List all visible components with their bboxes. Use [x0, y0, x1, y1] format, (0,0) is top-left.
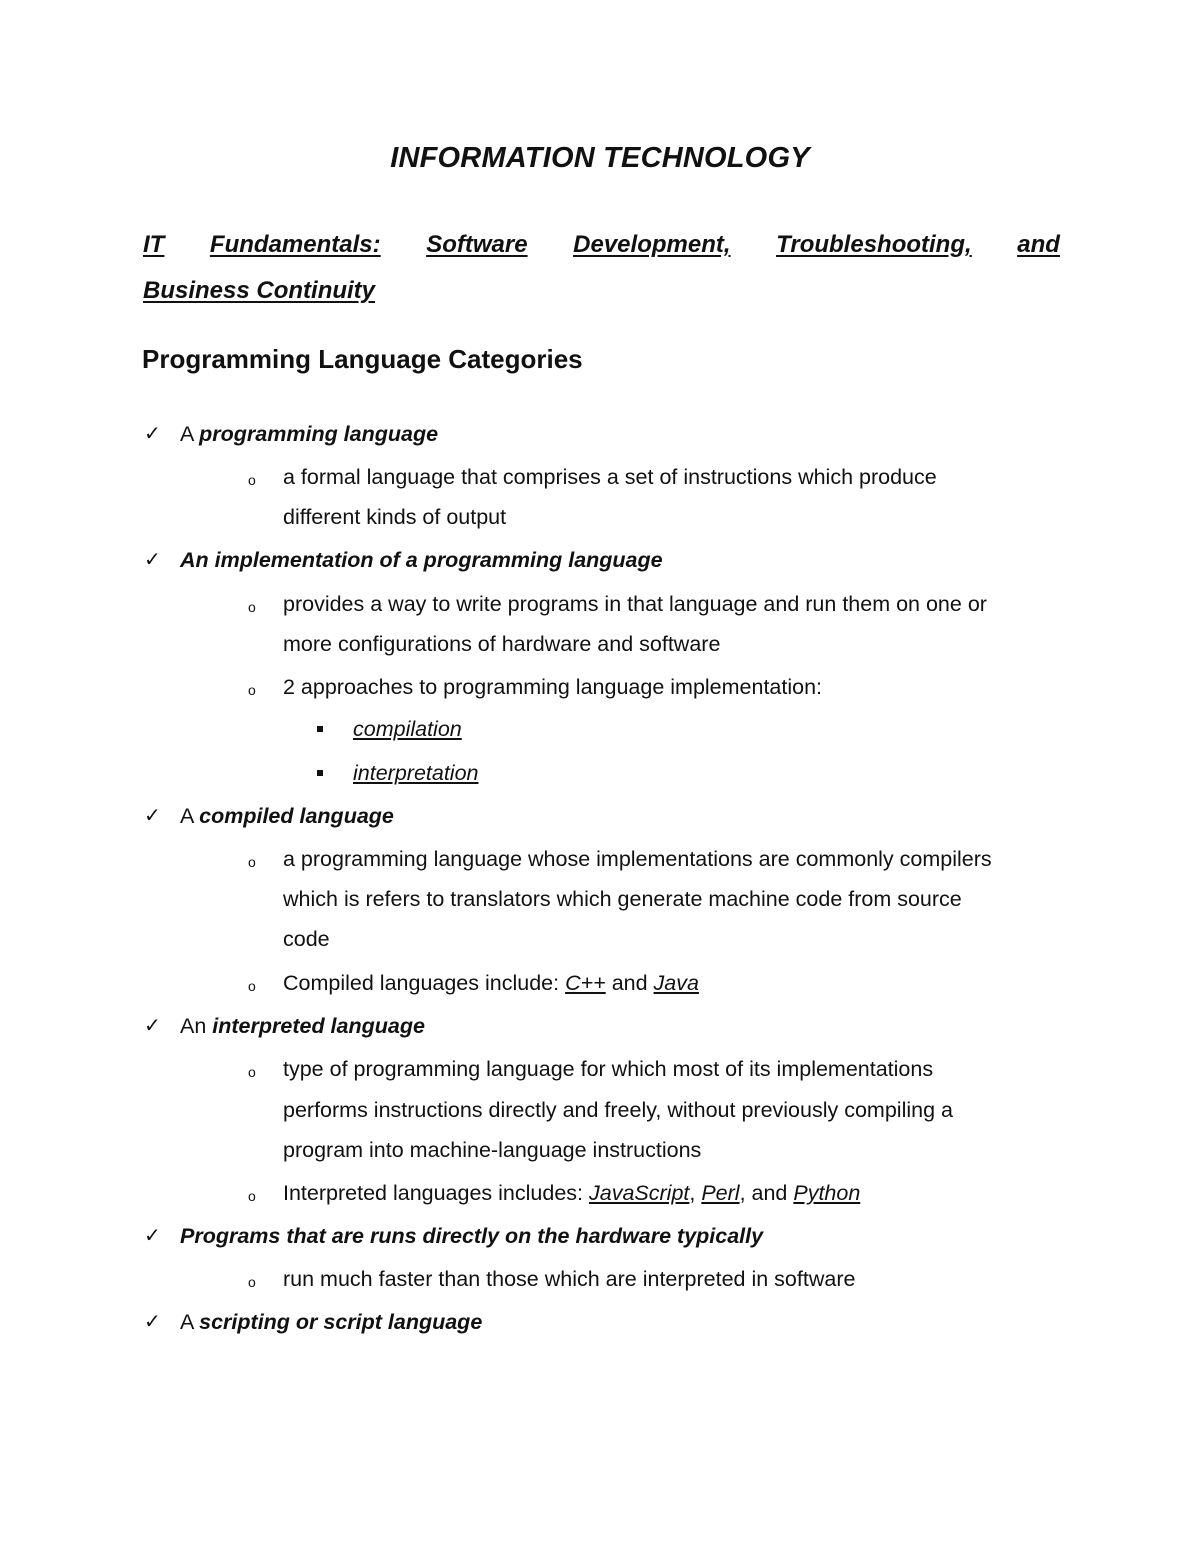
checkmark-icon: ✓ — [144, 1015, 161, 1037]
checkmark-icon: ✓ — [144, 423, 161, 445]
item-prefix: A — [180, 422, 200, 446]
checkmark-icon: ✓ — [144, 549, 161, 571]
sub-item-text: run much faster than those which are interpreted in software — [283, 1267, 856, 1291]
item-prefix: A — [180, 1310, 200, 1334]
subtitle-word: Fundamentals: — [209, 231, 381, 258]
sub-item-text: provides a way to write programs in that language and run them on one or — [283, 592, 987, 616]
item-prefix: A — [180, 804, 200, 828]
link-python[interactable]: Python — [793, 1181, 861, 1205]
item-term: compiled language — [199, 804, 394, 828]
subtitle-word: Troubleshooting, — [776, 231, 972, 258]
sub-item-lead: Interpreted languages includes: — [283, 1181, 589, 1205]
circle-bullet-icon: o — [248, 1188, 256, 1204]
circle-bullet-icon: o — [248, 854, 256, 870]
subtitle-line-1 — [143, 222, 1060, 268]
item-prefix: An — [180, 1014, 213, 1038]
sub-item-text: 2 approaches to programming language implementation: — [283, 675, 823, 699]
list-item — [180, 1308, 482, 1336]
item-term: scripting or script language — [199, 1310, 483, 1334]
circle-bullet-icon: o — [248, 682, 256, 698]
item-term: programming language — [199, 422, 439, 446]
item-term: interpreted language — [212, 1014, 425, 1038]
sub-item-text: more configurations of hardware and software — [283, 632, 721, 656]
sub-item-text: type of programming language for which most of its implementations — [283, 1057, 934, 1081]
link-cpp[interactable]: C++ — [565, 971, 606, 995]
sub-item-text: performs instructions directly and freely, without previously compiling a — [283, 1098, 953, 1122]
circle-bullet-icon: o — [248, 472, 256, 488]
link-interpretation[interactable]: interpretation — [353, 761, 479, 785]
sub-item-connector: , — [689, 1181, 702, 1205]
section-heading: Programming Language Categories — [142, 344, 583, 374]
sub-sub-item — [353, 759, 479, 787]
list-item: Programs that are runs directly on the hardware typically — [180, 1224, 764, 1248]
link-compilation[interactable]: compilation — [353, 717, 462, 741]
subtitle-line-2-text: Business Continuity — [143, 277, 376, 304]
circle-bullet-icon: o — [248, 978, 256, 994]
circle-bullet-icon: o — [248, 1064, 256, 1080]
sub-item-text: a formal language that comprises a set of instructions which produce — [283, 465, 937, 489]
sub-item-lead: Compiled languages include: — [283, 971, 566, 995]
list-item: An implementation of a programming language — [180, 548, 663, 572]
link-javascript[interactable]: JavaScript — [589, 1181, 690, 1205]
list-item — [180, 1012, 425, 1040]
list-item — [180, 420, 438, 448]
sub-item-text: program into machine-language instructions — [283, 1138, 702, 1162]
document-subtitle — [143, 222, 1060, 314]
sub-item-text: code — [283, 927, 330, 951]
sub-item-text — [283, 1179, 860, 1207]
document-title: INFORMATION TECHNOLOGY — [390, 142, 810, 174]
subtitle-line-2 — [143, 268, 1060, 314]
sub-item-connector: , and — [739, 1181, 794, 1205]
sub-item-text: which is refers to translators which generate machine code from source — [283, 887, 962, 911]
subtitle-word: Software — [426, 231, 528, 258]
checkmark-icon: ✓ — [144, 1311, 161, 1333]
sub-item-text: different kinds of output — [283, 505, 507, 529]
sub-item-text — [283, 969, 699, 997]
subtitle-word: Development, — [573, 231, 731, 258]
sub-sub-item — [353, 715, 462, 743]
square-bullet-icon — [317, 726, 323, 732]
subtitle-word: IT — [143, 231, 165, 258]
link-perl[interactable]: Perl — [701, 1181, 740, 1205]
square-bullet-icon — [317, 770, 323, 776]
circle-bullet-icon: o — [248, 599, 256, 615]
sub-item-text: a programming language whose implementations are commonly compilers — [283, 847, 992, 871]
checkmark-icon: ✓ — [144, 1225, 161, 1247]
sub-item-connector: and — [605, 971, 654, 995]
list-item — [180, 802, 394, 830]
subtitle-word: and — [1017, 231, 1060, 258]
link-java[interactable]: Java — [653, 971, 699, 995]
circle-bullet-icon: o — [248, 1274, 256, 1290]
checkmark-icon: ✓ — [144, 805, 161, 827]
